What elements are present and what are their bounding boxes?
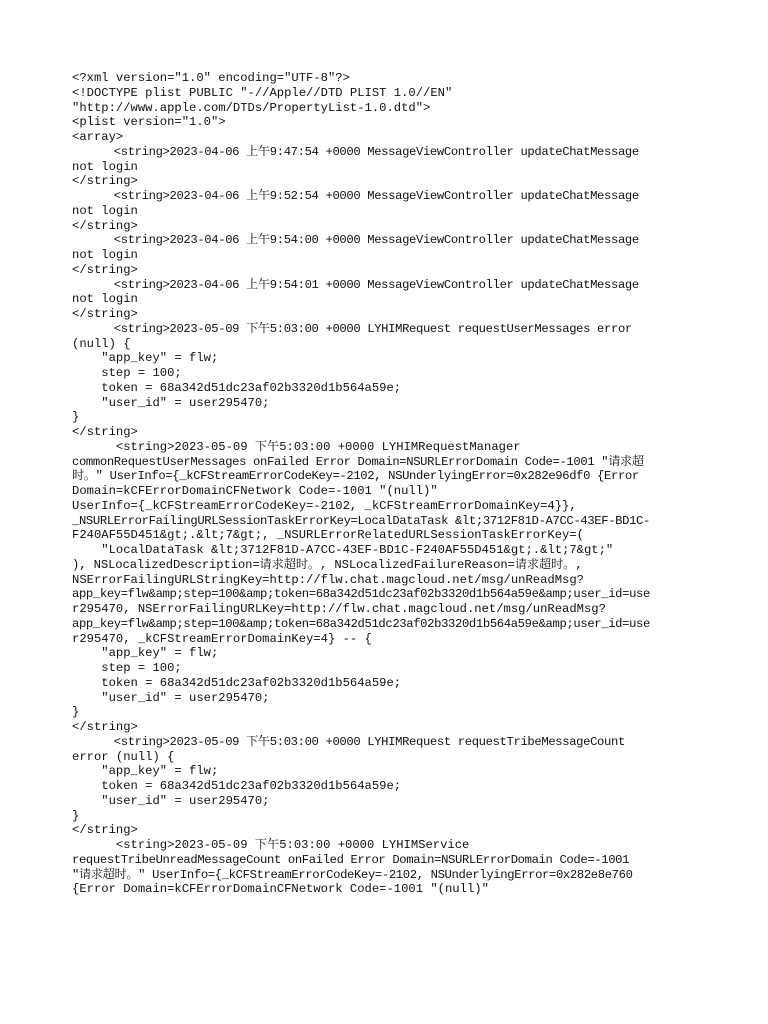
log-entry-line: F240AF55D451&gt;.&lt;7&gt;, _NSURLErrorRelatedURLSessionTaskErrorKey=( xyxy=(72,528,584,543)
log-entry-line: <string>2023-04-06 上午9:54:00 +0000 MessageViewController updateChatMessage xyxy=(72,233,639,248)
log-entry-line: "user_id" = user295470; xyxy=(72,793,270,808)
log-entry-line: ), NSLocalizedDescription=请求超时。, NSLocalizedFailureReason=请求超时。, xyxy=(72,557,583,572)
log-entry-line: "app_key" = flw; xyxy=(72,351,219,366)
log-entry-line: } xyxy=(72,808,80,823)
array-open-line: <array> xyxy=(72,130,124,144)
string-close-line: </string> xyxy=(72,823,138,838)
log-entry-line: not login xyxy=(72,159,138,174)
string-close-line: </string> xyxy=(72,174,138,189)
log-entry-line: not login xyxy=(72,248,138,262)
log-entry-line: app_key=flw&amp;step=100&amp;token=68a342d51dc23af02b3320d1b564a59e&amp;user_id=use xyxy=(72,616,650,631)
plist-open-line: <plist version="1.0"> xyxy=(72,115,226,130)
log-entry-line: <string>2023-05-09 下午5:03:00 +0000 LYHIMRequest requestUserMessages error xyxy=(72,321,632,336)
log-entry-line: (null) { xyxy=(72,336,131,351)
log-entry-line: <string>2023-04-06 上午9:47:54 +0000 MessageViewController updateChatMessage xyxy=(72,144,639,159)
log-entry-line: "请求超时。" UserInfo={_kCFStreamErrorCodeKey=-2102, NSUnderlyingError=0x282e8e760 xyxy=(72,867,633,882)
log-entry-line: r295470, _kCFStreamErrorDomainKey=4} -- { xyxy=(72,631,372,646)
log-entry-line: } xyxy=(72,410,80,425)
log-entry-line: <string>2023-05-09 下午5:03:00 +0000 LYHIMService xyxy=(72,838,470,852)
log-entry-line: app_key=flw&amp;step=100&amp;token=68a342d51dc23af02b3320d1b564a59e&amp;user_id=use xyxy=(72,587,650,602)
log-entry-line: not login xyxy=(72,292,138,307)
log-entry-line: } xyxy=(72,705,80,720)
log-entry-line: step = 100; xyxy=(72,661,182,675)
log-entry-line: requestTribeUnreadMessageCount onFailed Error Domain=NSURLErrorDomain Code=-1001 xyxy=(72,852,630,867)
log-entry-line: "app_key" = flw; xyxy=(72,764,219,779)
string-close-line: </string> xyxy=(72,218,138,233)
log-entry-line: UserInfo={_kCFStreamErrorCodeKey=-2102, _kCFStreamErrorDomainKey=4}}, xyxy=(72,498,577,513)
log-entry-line: token = 68a342d51dc23af02b3320d1b564a59e; xyxy=(72,779,402,793)
log-entry-line: not login xyxy=(72,203,138,218)
log-entry-line: token = 68a342d51dc23af02b3320d1b564a59e; xyxy=(72,675,402,690)
xml-declaration-line: <?xml version="1.0" encoding="UTF-8"?> xyxy=(72,71,350,85)
log-entry-line: {Error Domain=kCFErrorDomainCFNetwork Code=-1001 "(null)" xyxy=(72,882,489,897)
log-entry-line: NSErrorFailingURLStringKey=http://flw.chat.magcloud.net/msg/unReadMsg? xyxy=(72,572,584,587)
string-close-line: </string> xyxy=(72,262,138,277)
log-entry-line: 时。" UserInfo={_kCFStreamErrorCodeKey=-2102, NSUnderlyingError=0x282e96df0 {Error xyxy=(72,469,639,484)
log-entry-line: step = 100; xyxy=(72,366,182,380)
log-entry-line: r295470, NSErrorFailingURLKey=http://flw.chat.magcloud.net/msg/unReadMsg? xyxy=(72,602,606,616)
doctype-line: <!DOCTYPE plist PUBLIC "-//Apple//DTD PLIST 1.0//EN" xyxy=(72,85,453,100)
log-entry-line: "LocalDataTask &lt;3712F81D-A7CC-43EF-BD1C-F240AF55D451&gt;.&lt;7&gt;" xyxy=(72,543,614,557)
string-close-line: </string> xyxy=(72,307,138,321)
dtd-url-line: "http://www.apple.com/DTDs/PropertyList-1.0.dtd"> xyxy=(72,100,431,115)
log-entry-line: _NSURLErrorFailingURLSessionTaskErrorKey=LocalDataTask &lt;3712F81D-A7CC-43EF-BD1C- xyxy=(72,513,650,528)
log-entry-line: token = 68a342d51dc23af02b3320d1b564a59e; xyxy=(72,380,402,395)
log-entry-line: error (null) { xyxy=(72,749,175,764)
string-close-line: </string> xyxy=(72,425,138,439)
log-entry-line: <string>2023-05-09 下午5:03:00 +0000 LYHIMRequest requestTribeMessageCount xyxy=(72,734,625,749)
plist-text xyxy=(72,71,702,897)
log-entry-line: "app_key" = flw; xyxy=(72,646,219,661)
log-entry-line: Domain=kCFErrorDomainCFNetwork Code=-1001 "(null)" xyxy=(72,484,438,498)
log-entry-line: <string>2023-04-06 上午9:52:54 +0000 MessageViewController updateChatMessage xyxy=(72,189,639,203)
log-entry-line: "user_id" = user295470; xyxy=(72,690,270,705)
log-entry-line: <string>2023-04-06 上午9:54:01 +0000 MessageViewController updateChatMessage xyxy=(72,277,639,292)
log-entry-line: commonRequestUserMessages onFailed Error Domain=NSURLErrorDomain Code=-1001 "请求超 xyxy=(72,454,644,469)
log-entry-line: "user_id" = user295470; xyxy=(72,395,270,410)
string-close-line: </string> xyxy=(72,720,138,734)
log-entry-line: <string>2023-05-09 下午5:03:00 +0000 LYHIMRequestManager xyxy=(72,439,521,454)
